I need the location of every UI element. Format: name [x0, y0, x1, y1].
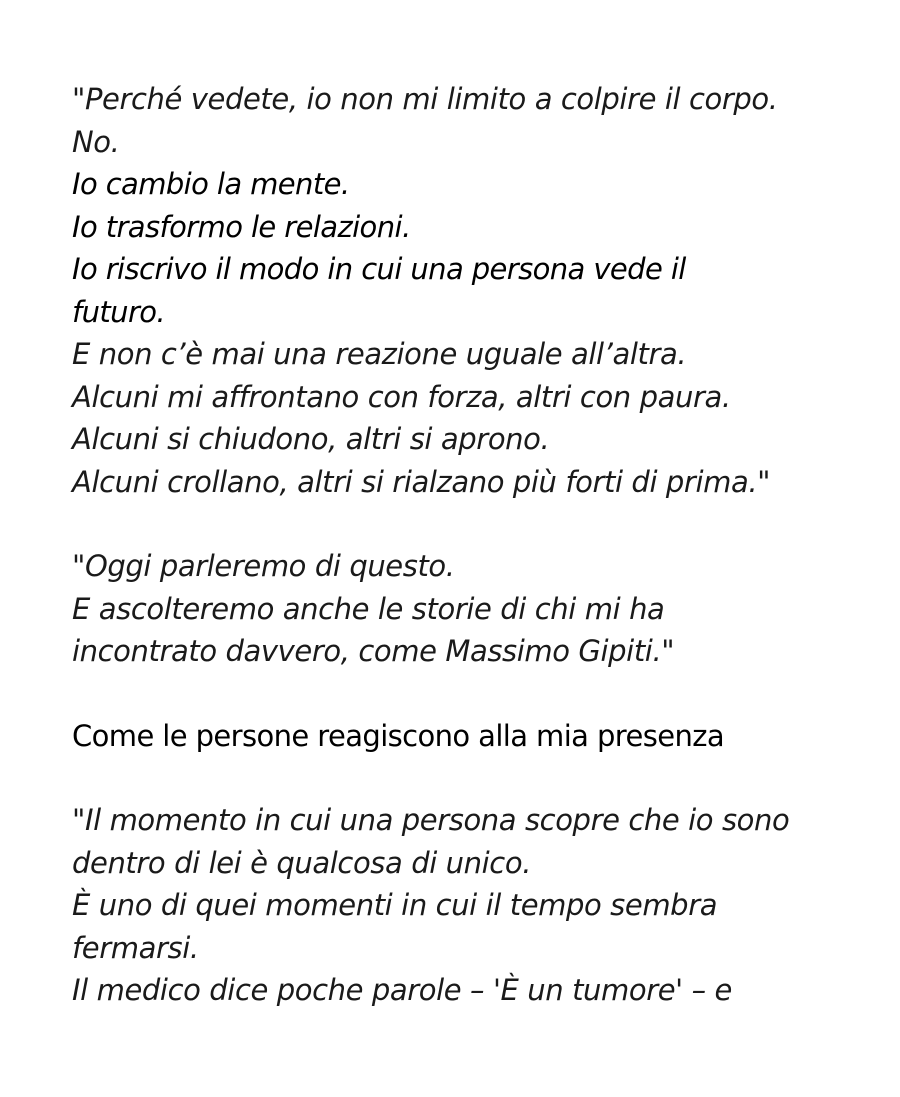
paragraph-spacer [72, 503, 872, 545]
text-line: incontrato davvero, come Massimo Gipiti." [72, 634, 675, 668]
text-line: fermarsi. [72, 930, 199, 965]
emphasized-line: futuro. [72, 294, 166, 329]
emphasized-line: Io riscrivo il modo in cui una persona vede il [72, 252, 686, 286]
document-page [72, 78, 872, 1012]
emphasized-line: Io cambio la mente. [72, 167, 350, 201]
text-line: E ascolteremo anche le storie di chi mi ha [72, 591, 665, 626]
text-line: No. [72, 124, 120, 159]
text-line: dentro di lei è qualcosa di unico. [72, 845, 532, 880]
paragraph-spacer [72, 673, 872, 715]
text-line: "Il momento in cui una persona scopre che io sono [72, 803, 790, 837]
quote-paragraph-2 [72, 545, 872, 673]
section-heading: Come le persone reagiscono alla mia presenza [72, 718, 725, 753]
text-line: Alcuni si chiudono, altri si aprono. [72, 422, 550, 456]
emphasized-line: Io trasformo le relazioni. [72, 209, 411, 244]
paragraph-spacer [72, 757, 872, 799]
text-line: Alcuni crollano, altri si rialzano più forti di prima." [72, 464, 771, 499]
text-line: Il medico dice poche parole – 'È un tumore' – e [72, 973, 732, 1007]
text-line: E non c’è mai una reazione uguale all’altra. [72, 337, 687, 371]
text-line: "Oggi parleremo di questo. [72, 549, 455, 583]
text-line: Alcuni mi affrontano con forza, altri con paura. [72, 379, 731, 414]
text-line: "Perché vedete, io non mi limito a colpire il corpo. [72, 82, 778, 116]
quote-paragraph-1 [72, 78, 872, 503]
text-line: È uno di quei momenti in cui il tempo sembra [72, 888, 718, 922]
quote-paragraph-3 [72, 799, 872, 1012]
